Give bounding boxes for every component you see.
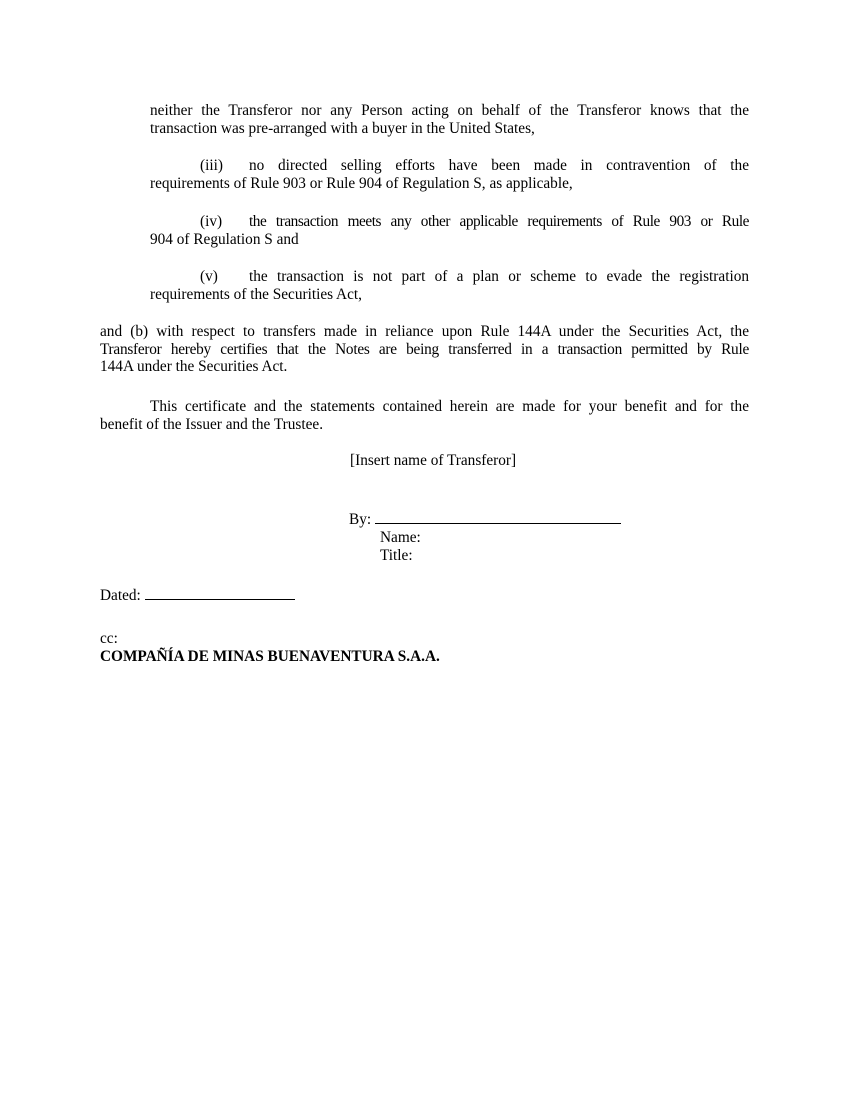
item-iii-label: (iii) (200, 157, 223, 174)
signature-by-row (349, 509, 621, 529)
clause-b-paragraph (100, 323, 749, 376)
item-iv-label: (iv) (200, 213, 223, 230)
item-v-rest: requirements of the Securities Act, (150, 285, 362, 303)
item-iii-text: no directed selling efforts have been made in contravention of the (249, 157, 749, 174)
clause-b-line-2: Transferor hereby certifies that the Notes are being transferred in a transaction permitted by Rule (100, 340, 749, 358)
certificate-paragraph (100, 398, 749, 433)
item-iv-rest: 904 of Regulation S and (150, 230, 299, 248)
transferor-name-placeholder: [Insert name of Transferor] (350, 452, 517, 469)
cc-label: cc: (100, 630, 118, 647)
signature-name-label: Name: (380, 529, 421, 546)
item-iii-first-line (150, 157, 749, 175)
item-v-first-line (150, 268, 749, 286)
certificate-line-1: This certificate and the statements contained herein are made for your benefit and for the (150, 398, 749, 415)
item-iv-first-line (150, 213, 749, 231)
clause-b-line-3: 144A under the Securities Act. (100, 358, 288, 375)
certificate-line-2: benefit of the Issuer and the Trustee. (100, 415, 324, 433)
item-iv-text: the transaction meets any other applicable requirements of Rule 903 or Rule (249, 213, 749, 230)
dated-line (145, 585, 295, 600)
item-v-label: (v) (200, 268, 218, 285)
continuation-line-1: neither the Transferor nor any Person acting on behalf of the Transferor knows that the (150, 102, 749, 119)
continuation-paragraph (150, 102, 749, 137)
item-iii-rest: requirements of Rule 903 or Rule 904 of Regulation S, as applicable, (150, 174, 573, 192)
clause-b-line-1: and (b) with respect to transfers made in reliance upon Rule 144A under the Securities Act, the (100, 323, 749, 340)
by-label: By: (349, 511, 372, 528)
cc-company-name: COMPAÑÍA DE MINAS BUENAVENTURA S.A.A. (100, 648, 440, 665)
item-iii (150, 157, 749, 192)
item-v-text: the transaction is not part of a plan or scheme to evade the registration (249, 268, 749, 285)
signature-line (375, 509, 621, 524)
signature-title-label: Title: (380, 547, 413, 564)
item-v (150, 268, 749, 303)
dated-label: Dated: (100, 587, 141, 604)
item-iv (150, 213, 749, 248)
continuation-line-2: transaction was pre-arranged with a buyer in the United States, (150, 119, 535, 137)
dated-row (100, 585, 295, 605)
